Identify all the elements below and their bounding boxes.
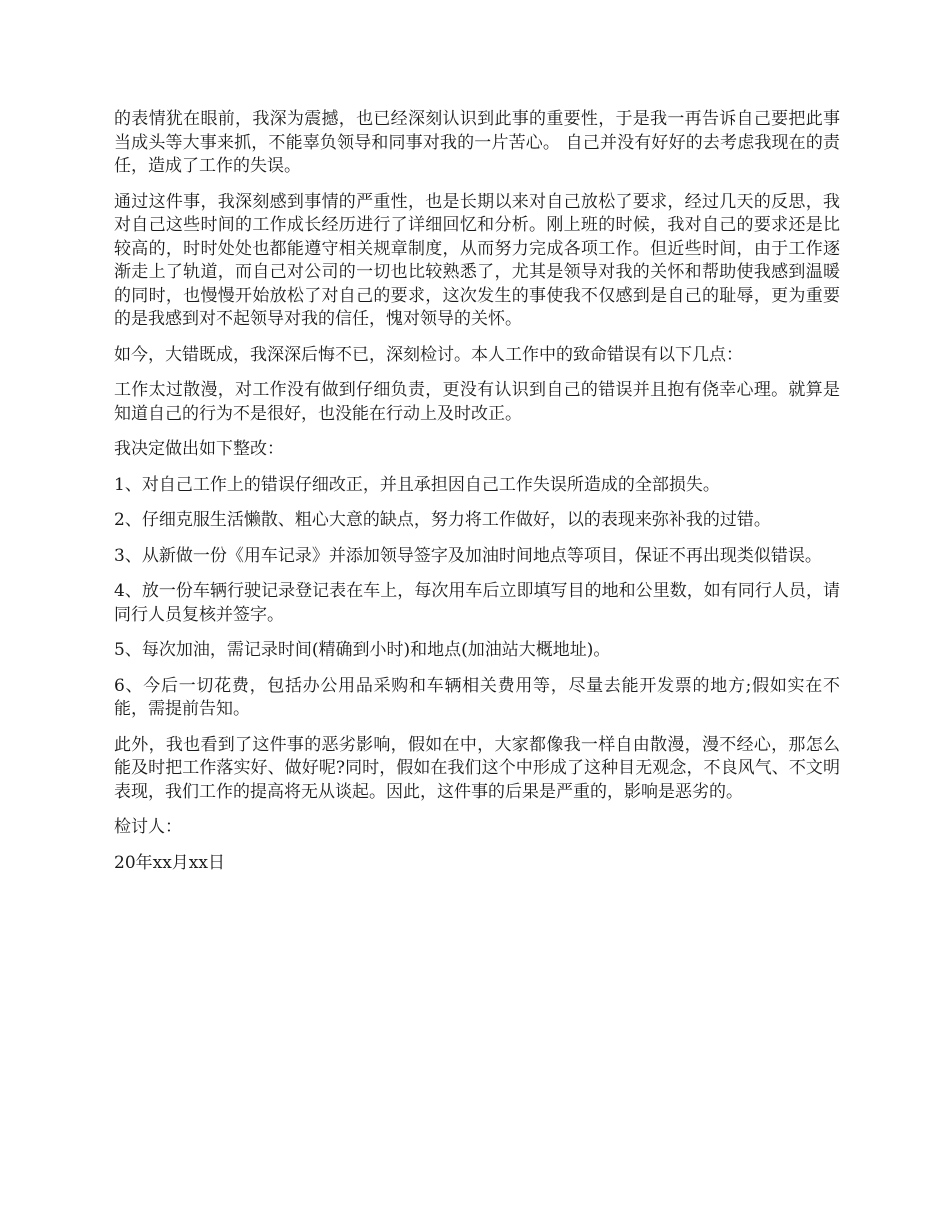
document-body [114, 108, 840, 875]
paragraph-rectification-heading: 我决定做出如下整改： [114, 439, 284, 459]
signature-label: 检讨人： [114, 817, 182, 837]
paragraph-mistakes: 工作太过散漫，对工作没有做到仔细负责，更没有认识到自己的错误并且抱有侥幸心理。就算是知道自己的行为不是很好，也没能在行动上及时改正。 [114, 380, 840, 424]
list-item-6: 6、今后一切花费，包括办公用品采购和车辆相关费用等，尽量去能开发票的地方;假如实在不能，需提前告知。 [114, 675, 840, 719]
list-item-3: 3、从新做一份《用车记录》并添加领导签字及加油时间地点等项目，保证不再出现类似错误。 [114, 545, 822, 566]
paragraph-reflection: 通过这件事，我深刻感到事情的严重性，也是长期以来对自己放松了要求，经过几天的反思，我对自己这些时间的工作成长经历进行了详细回忆和分析。刚上班的时候，我对自己的要求还是比较高的，时时处处也都能遵守相关规章制度，从而努力完成各项工作。但近些时间，由于工作逐渐走上了轨道，而自己对公司的一切也比较熟悉了，尤其是领导对我的关怀和帮助使我感到温暖的同时，也慢慢开始放松了对自己的要求，这次发生的事使我不仅感到是自己的耻辱，更为重要的是我感到对不起领导对我的信任，愧对领导的关怀。 [114, 191, 840, 329]
list-item-2: 2、仔细克服生活懒散、粗心大意的缺点，努力将工作做好，以的表现来弥补我的过错。 [114, 510, 771, 530]
list-item-5: 5、每次加油，需记录时间(精确到小时)和地点(加油站大概地址)。 [114, 640, 611, 660]
paragraph-consequences: 此外，我也看到了这件事的恶劣影响，假如在中，大家都像我一样自由散漫，漫不经心，那怎么能及时把工作落实好、做好呢?同时，假如在我们这个中形成了这种目无观念，不良风气、不文明表现，我们工作的提高将无从谈起。因此，这件事的后果是严重的，影响是恶劣的。 [114, 734, 840, 802]
paragraph-admission: 如今，大错既成，我深深后悔不已，深刻检讨。本人工作中的致命错误有以下几点： [114, 344, 743, 365]
paragraph-intro-continuation: 的表情犹在眼前，我深为震撼，也已经深刻认识到此事的重要性，于是我一再告诉自己要把此事当成头等大事来抓，不能辜负领导和同事对我的一片苦心。 自己并没有好好的去考虑我现在的责任，造成了工作的失误。 [114, 109, 840, 176]
list-item-4: 4、放一份车辆行驶记录登记表在车上，每次用车后立即填写目的地和公里数，如有同行人员，请同行人员复核并签字。 [114, 581, 840, 625]
list-item-1: 1、对自己工作上的错误仔细改正，并且承担因自己工作失误所造成的全部损失。 [114, 474, 720, 495]
date-line: 20年xx月xx日 [114, 852, 225, 873]
